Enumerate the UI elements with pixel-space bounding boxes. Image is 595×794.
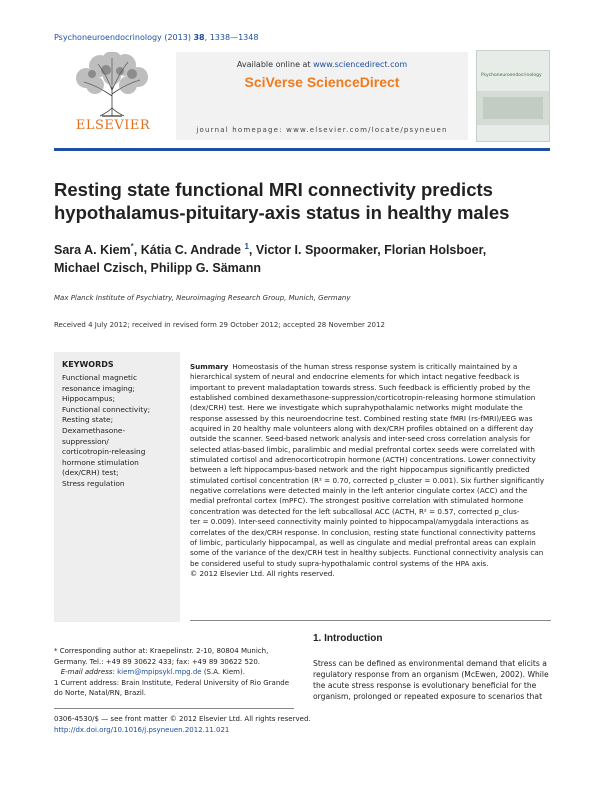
abstract-line: be considered useful to study supra-hypothalamic control systems of the HPA axis.: [190, 558, 489, 568]
corresponding-mark[interactable]: *: [130, 242, 134, 251]
issn-line: 0306-4530/$ — see front matter © 2012 Elsevier Ltd. All rights reserved.: [54, 715, 311, 723]
journal-homepage[interactable]: journal homepage: www.elsevier.com/locate/psyneuen: [196, 126, 448, 134]
abstract-line: Homeostasis of the human stress response system is critically maintained by a: [232, 362, 518, 371]
keyword-line: Dexamethasone-: [62, 425, 126, 435]
abstract-line: established combined dexamethasone-suppression/corticotropin-releasing hormone stimulation: [190, 393, 536, 403]
intro-line: regulatory response from an organism (McEwen, 2002). While: [313, 670, 549, 679]
keywords-box: [54, 352, 180, 622]
introduction-text: [313, 658, 553, 702]
cover-image: [483, 97, 543, 119]
available-prefix: Available online at: [236, 60, 311, 69]
abstract-line: selected atlas-based limbic, paralimbic and medial prefrontal cortex seeds were correlated with: [190, 444, 535, 454]
abstract-line: acquired in 20 healthy male volunteers along with dex/CRH profiles obtained on a different day: [190, 424, 534, 434]
abstract: [190, 362, 551, 579]
title-line-1: Resting state functional MRI connectivity predicts: [54, 179, 493, 200]
abstract-line: response assessed by this neuroendocrine test. Combined resting state fMRI (rs-fMRI)/EEG was: [190, 413, 533, 423]
authors-rest-1: , Victor I. Spoormaker, Florian Holsboer,: [248, 243, 487, 258]
abstract-line: correlates of the dex/CRH response. In conclusion, resting state functional connectivity patterns: [190, 527, 536, 537]
keyword-line: hormone stimulation: [62, 457, 139, 467]
masthead: [54, 50, 550, 145]
current-address: 1 Current address: Brain Institute, Federal University of Rio Grande: [54, 678, 290, 687]
header-rule: [54, 148, 550, 151]
abstract-line: some of the variance of the dex/CRH test in healthy subjects. Functional connectivity analysis can: [190, 548, 544, 558]
authors-line-2: Michael Czisch, Philipp G. Sämann: [54, 261, 261, 276]
keyword-line: resonance imaging;: [62, 383, 136, 393]
corresponding-author: * Corresponding author at: Kraepelinstr. 2-10, 80804 Munich,: [54, 647, 269, 655]
elsevier-tree-icon: [62, 52, 162, 118]
abstract-line: of limbic, particularly hippocampal, as well as cingulate and medial prefrontal areas can explain: [190, 537, 536, 547]
journal-volume: 38: [193, 33, 205, 42]
publisher-name: ELSEVIER: [75, 118, 151, 133]
abstract-line: stimulated cortisol and adrenocorticotropin hormone (ACTH) concentrations. Lower connectivity: [190, 455, 536, 465]
cover-title: Psychoneuroendocrinology: [481, 73, 542, 78]
email-footnote: [54, 667, 294, 678]
intro-line: the acute stress response is evolutionary beneficial for the: [313, 681, 537, 690]
sciverse-logo[interactable]: SciVerse ScienceDirect: [244, 74, 400, 90]
keywords-list: [62, 373, 174, 490]
abstract-line: stimulated cortisol concentration (R² = 0.70, corrected p_cluster = 0.001). Six further significantly: [190, 475, 545, 485]
abstract-line: outside the scanner. Seed-based network analysis and inter-seed cross correlation analysis for: [190, 434, 530, 444]
publisher-logo[interactable]: [54, 50, 172, 142]
author-kiem: Sara A. Kiem: [54, 243, 131, 258]
intro-line: Stress can be defined as environmental demand that elicits a: [313, 659, 547, 668]
email-link[interactable]: kiem@mpipsykl.mpg.de: [117, 668, 202, 676]
abstract-line: concentration was detected for the left subcallosal ACC (ACTH, R² = 0.57, corrected p_clus-: [190, 506, 520, 516]
affiliation: Max Planck Institute of Psychiatry, Neuroimaging Research Group, Munich, Germany: [54, 294, 351, 302]
keyword-line: Hippocampus;: [62, 394, 116, 404]
keyword-line: suppression/: [62, 436, 109, 446]
received-dates: Received 4 July 2012; received in revised form 29 October 2012; accepted 28 November 2012: [54, 321, 385, 329]
copyright-line: © 2012 Elsevier Ltd. All rights reserved.: [190, 568, 335, 578]
keyword-line: Resting state;: [62, 415, 114, 425]
journal-cover: [476, 50, 550, 142]
abstract-label: Summary: [190, 362, 229, 371]
abstract-line: negative correlations were detected mainly in the left anterior cingulate cortex (ACC) and the: [190, 486, 528, 496]
journal-reference[interactable]: [54, 33, 258, 42]
keywords-heading: KEYWORDS: [62, 360, 114, 369]
journal-name: Psychoneuroendocrinology (2013): [54, 33, 191, 42]
abstract-line: ter = 0.009). Inter-seed connectivity mainly pointed to hippocampal/amygdala interactions as: [190, 517, 529, 527]
footnote-mark-1[interactable]: 1: [244, 242, 249, 251]
intro-line: organism, prolonged or repeated exposure to scenarios that: [313, 692, 543, 701]
author-list: [54, 238, 554, 277]
abstract-rule: [190, 620, 551, 621]
title-line-2: hypothalamus-pituitary-axis status in healthy males: [54, 202, 510, 223]
sciencedirect-link[interactable]: www.sciencedirect.com: [313, 60, 408, 69]
doi-link[interactable]: http://dx.doi.org/10.1016/j.psyneuen.2012.11.021: [54, 726, 230, 734]
keyword-line: Functional magnetic: [62, 373, 138, 382]
abstract-line: important to prevent maladaptation towards stress. Such feedback is efficiently probed by the: [190, 382, 531, 392]
corresponding-author-contact: Germany. Tel.: +49 89 30622 433; fax: +49 89 30622 520.: [54, 657, 261, 666]
abstract-line: medial prefrontal cortex (mPFC). The strongest positive correlation with stimulated hormone: [190, 496, 524, 506]
email-label: E-mail address:: [60, 668, 115, 676]
introduction-heading: 1. Introduction: [313, 633, 383, 644]
footer-rule: [54, 708, 294, 709]
keyword-line: corticotropin-releasing: [62, 447, 146, 457]
current-address-cont: do Norte, Natal/RN, Brazil.: [54, 689, 147, 697]
abstract-line: between a left hippocampus-based network and the right hippocampus significantly predicted: [190, 465, 530, 475]
email-suffix: (S.A. Kiem).: [203, 668, 245, 676]
available-online: [176, 60, 468, 69]
keyword-line: Functional connectivity;: [62, 404, 151, 414]
keyword-line: (dex/CRH) test;: [62, 468, 119, 478]
abstract-line: (dex/CRH) test. Here we investigate which suprahypothalamic networks might modulate the: [190, 403, 523, 413]
sciencedirect-banner: [176, 52, 468, 140]
footnotes: [54, 646, 294, 699]
author-andrade: , Kátia C. Andrade: [133, 243, 241, 258]
article-title: [54, 178, 554, 224]
abstract-line: hierarchical system of neural and endocrine elements for which intact negative feedback is: [190, 372, 520, 382]
journal-pages: , 1338—1348: [204, 33, 259, 42]
keyword-line: Stress regulation: [62, 478, 125, 488]
